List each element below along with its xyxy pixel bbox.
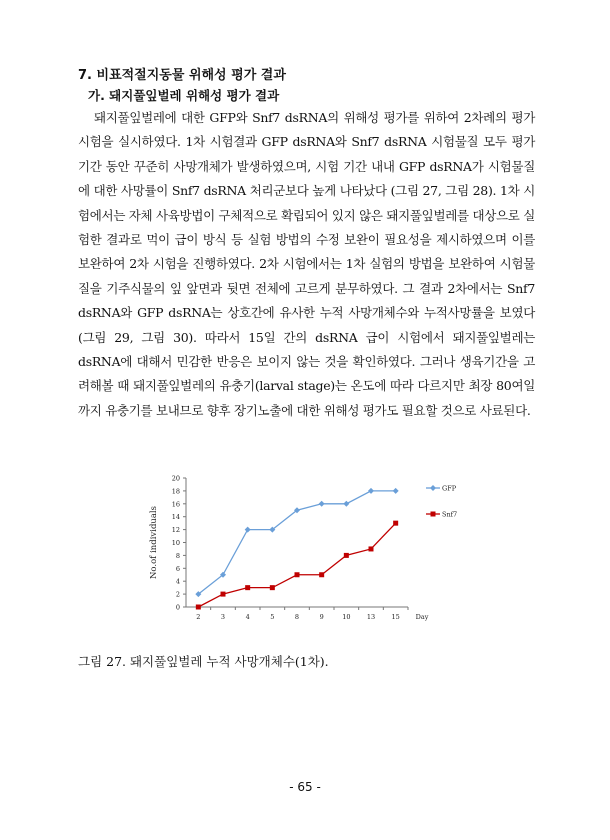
data-point-snf7: [221, 592, 226, 597]
data-point-snf7: [344, 553, 349, 558]
y-tick-label: 20: [171, 474, 180, 483]
y-tick-label: 18: [171, 487, 180, 496]
y-tick-label: 8: [175, 551, 180, 560]
y-tick-label: 16: [171, 500, 180, 509]
x-tick-label: 8: [294, 613, 300, 621]
data-point-gfp: [343, 501, 349, 507]
x-tick-label: 13: [366, 613, 376, 621]
data-point-snf7: [270, 585, 275, 590]
data-point-gfp: [368, 488, 374, 494]
data-point-snf7: [369, 546, 374, 551]
data-point-snf7: [245, 585, 250, 590]
y-tick-label: 12: [171, 526, 180, 535]
body-paragraph-container: [78, 106, 535, 423]
x-tick-label: 9: [319, 613, 324, 621]
series-line-gfp: [198, 491, 395, 594]
x-tick-label: 2: [196, 613, 201, 621]
legend-label-snf7: Snf7: [442, 510, 458, 519]
x-tick-label: 4: [245, 613, 250, 621]
y-tick-label: 4: [175, 577, 180, 586]
x-tick-label: 5: [270, 613, 275, 621]
data-point-gfp: [245, 527, 251, 533]
y-axis-label: No.of individuals: [149, 505, 159, 580]
data-point-snf7: [319, 572, 324, 577]
x-tick-label: 15: [391, 613, 400, 621]
y-tick-label: 6: [175, 564, 180, 573]
legend-marker-snf7: [431, 512, 436, 517]
data-point-gfp: [393, 488, 399, 494]
y-tick-label: 10: [171, 539, 180, 547]
legend-label-gfp: GFP: [442, 484, 457, 493]
y-tick-label: 2: [175, 590, 180, 599]
data-point-snf7: [196, 605, 201, 610]
x-tick-label: 10: [342, 613, 351, 621]
body-paragraph: 돼지풀잎벌레에 대한 GFP와 Snf7 dsRNA의 위해성 평가를 위하여 2차례의 평가시험을 실시하였다. 1차 시험결과 GFP dsRNA와 Snf7 dsRNA 시험물질 모두 평가기간 동안 꾸준히 사망개체가 발생하였으며, 시험 기간 내내 GFP dsRNA가 시험물질에 대한 사망률이 Snf7 dsRNA 처리군보다 높게 나타났다 (그림 27, 그림 28). 1차 시험에서는 자체 사육방법이 구체적으로 확립되어 있지 않은 돼지풀잎벌레를 대상으로 실험한 결과로 먹이 급이 방식 등 실험 방법의 수정 보완이 필요성을 제시하였으며 이를 보완하여 2차 시험을 진행하였다. 2차 시험에서는 1차 실험의 방법을 보완하여 시험물질을 기주식물의 잎 앞면과 뒷면 전체에 고르게 분무하였다. 그 결과 2차에서는 Snf7 dsRNA와 GFP dsRNA는 상호간에 유사한 누적 사망개체수와 누적사망률을 보였다 (그림 29, 그림 30). 따라서 15일 간의 dsRNA 급이 시험에서 돼지풀잎벌레는 dsRNA에 대해서 민감한 반응은 보이지 않는 것을 확인하였다. 그러나 생육기간을 고려해볼 때 돼지풀잎벌레의 유충기(larval stage)는 온도에 따라 다르지만 최장 80여일까지 유충기를 보내므로 향후 장기노출에 대한 위해성 평가도 필요할 것으로 사료된다.: [78, 110, 535, 418]
section-heading: 7. 비표적절지동물 위해성 평가 결과: [78, 68, 286, 83]
cumulative-mortality-chart: [140, 470, 470, 625]
data-point-gfp: [319, 501, 325, 507]
y-tick-label: 14: [171, 513, 180, 522]
figure-chart: [140, 470, 470, 625]
page-number: - 65 -: [289, 780, 321, 794]
data-point-snf7: [295, 572, 300, 577]
x-tick-label: 3: [220, 613, 226, 621]
figure-caption: 그림 27. 돼지풀잎벌레 누적 사망개체수(1차).: [78, 654, 329, 669]
section-subheading: 가. 돼지풀잎벌레 위해성 평가 결과: [88, 88, 280, 103]
x-axis-label: Day: [415, 613, 429, 621]
legend-marker-gfp: [430, 485, 436, 491]
data-point-snf7: [393, 521, 398, 526]
y-tick-label: 0: [175, 603, 180, 612]
